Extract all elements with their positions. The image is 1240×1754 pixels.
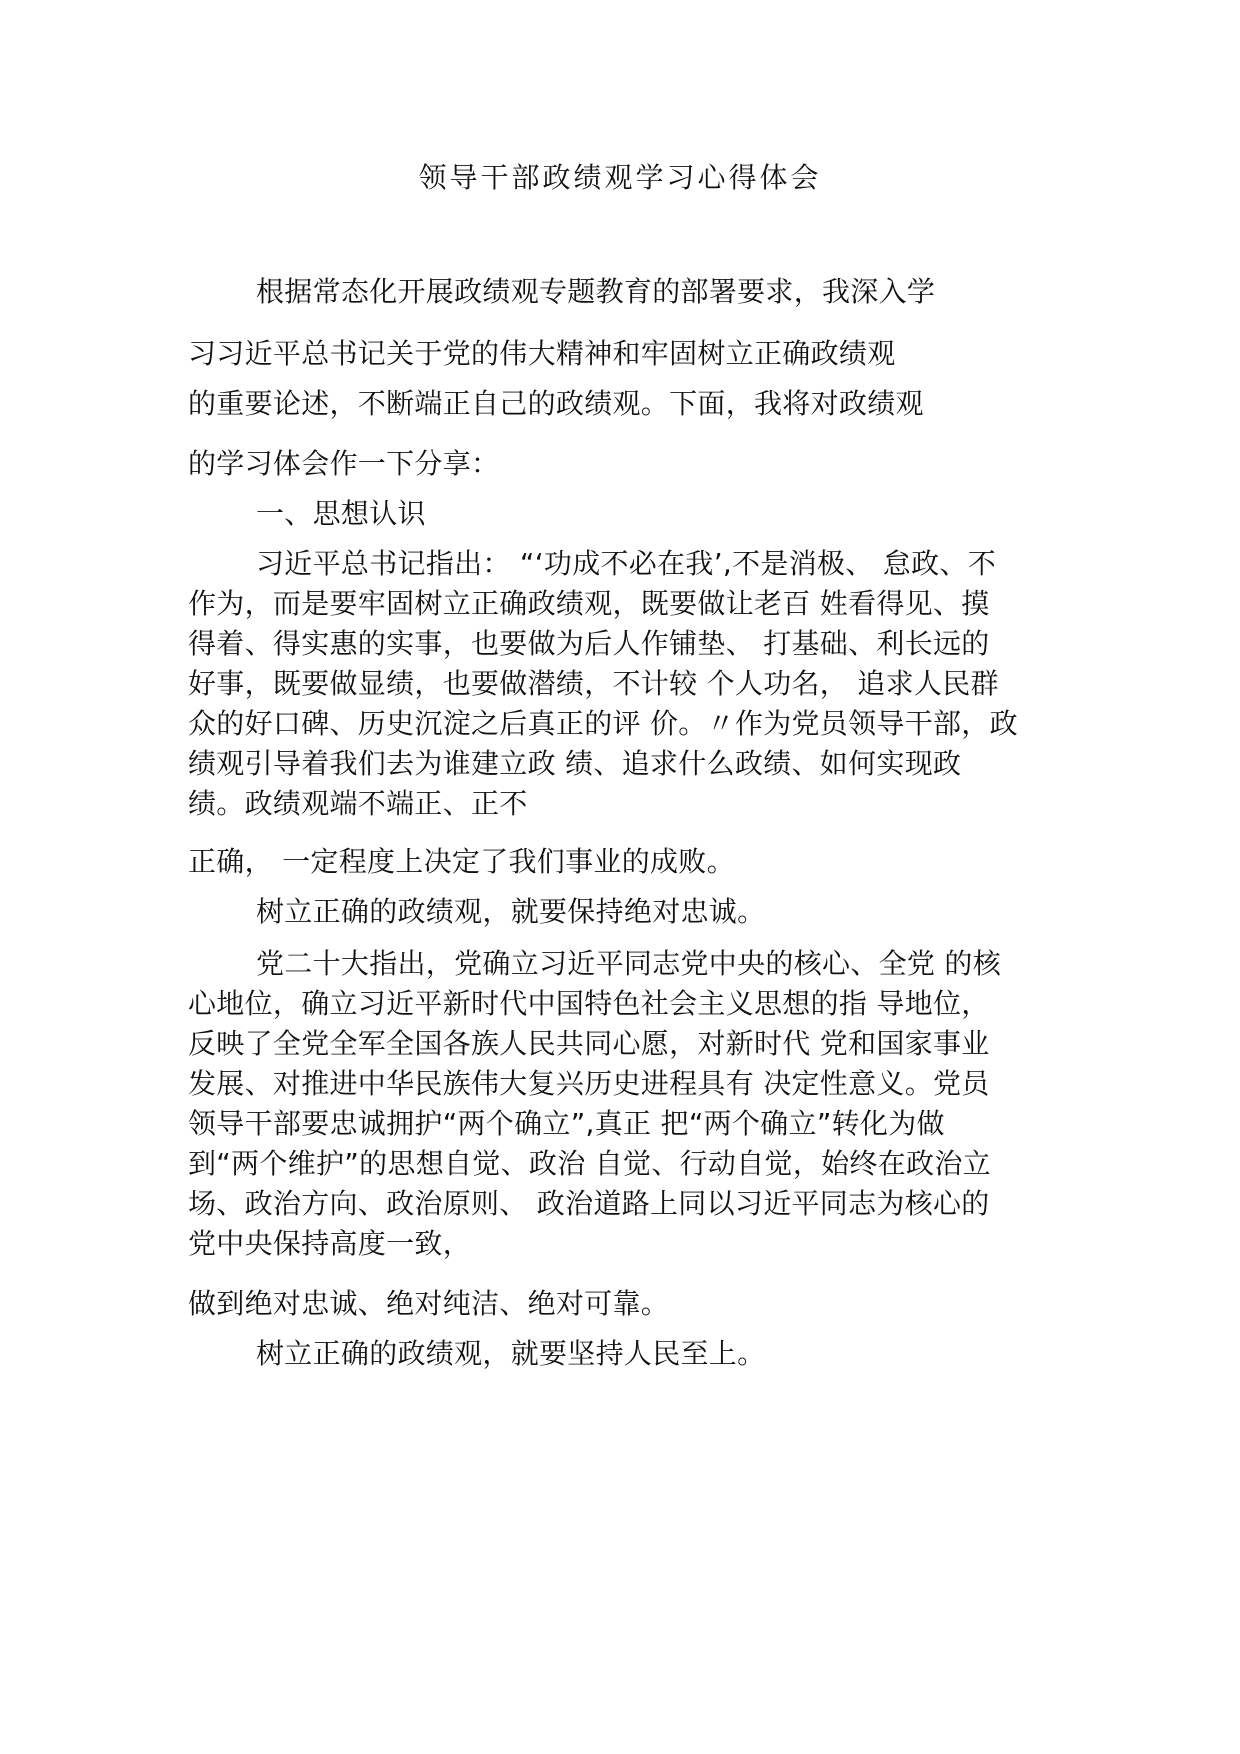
paragraph-line: 场、政治方向、政治原则、 政治道路上同以习近平同志为核心的: [188, 1187, 990, 1220]
paragraph-line: 到“两个维护”的思想自觉、政治 自觉、行动自觉，始终在政治立: [188, 1147, 991, 1180]
paragraph-line: 好事，既要做显绩，也要做潜绩，不计较 个人功名， 追求人民群: [188, 667, 999, 700]
paragraph-line: 反映了全党全军全国各族人民共同心愿，对新时代 党和国家事业: [188, 1027, 990, 1060]
paragraph-line: 习习近平总书记关于党的伟大精神和牢固树立正确政绩观: [188, 337, 896, 370]
page-title: 领导干部政绩观学习心得体会: [418, 161, 822, 194]
paragraph-line: 根据常态化开展政绩观专题教育的部署要求，我深入学: [256, 275, 936, 308]
paragraph-line: 绩观引导着我们去为谁建立政 绩、追求什么政绩、如何实现政: [188, 747, 962, 780]
paragraph-line: 绩。政绩观端不端正、正不: [188, 787, 528, 820]
paragraph-line: 树立正确的政绩观，就要坚持人民至上。: [256, 1337, 766, 1370]
paragraph-line: 众的好口碑、历史沉淀之后真正的评 价。〃作为党员领导干部，政: [188, 707, 1018, 740]
paragraph-line: 的学习体会作一下分享：: [188, 447, 500, 480]
paragraph-line: 党中央保持高度一致，: [188, 1227, 472, 1260]
paragraph-line: 做到绝对忠诚、绝对纯洁、绝对可靠。: [188, 1287, 670, 1320]
paragraph-line: 作为，而是要牢固树立正确政绩观，既要做让老百 姓看得见、摸: [188, 587, 990, 620]
paragraph-line: 正确， 一定程度上决定了我们事业的成败。: [188, 845, 735, 878]
paragraph-line: 领导干部要忠诚拥护“两个确立”,真正 把“两个确立”转化为做: [188, 1107, 945, 1140]
section-heading: 一、思想认识: [256, 497, 426, 530]
paragraph-line: 得着、得实惠的实事，也要做为后人作铺垫、 打基础、利长远的: [188, 627, 990, 660]
paragraph-line: 心地位，确立习近平新时代中国特色社会主义思想的指 导地位，: [188, 987, 990, 1020]
paragraph-line: 的重要论述，不断端正自己的政绩观。下面，我将对政绩观: [188, 387, 924, 420]
paragraph-line: 发展、对推进中华民族伟大复兴历史进程具有 决定性意义。党员: [188, 1067, 990, 1100]
paragraph-line: 树立正确的政绩观，就要保持绝对忠诚。: [256, 895, 766, 928]
paragraph-line: 习近平总书记指出： “‘功成不必在我’,不是消极、 怠政、不: [256, 547, 997, 580]
paragraph-line: 党二十大指出，党确立习近平同志党中央的核心、全党 的核: [256, 947, 1002, 980]
